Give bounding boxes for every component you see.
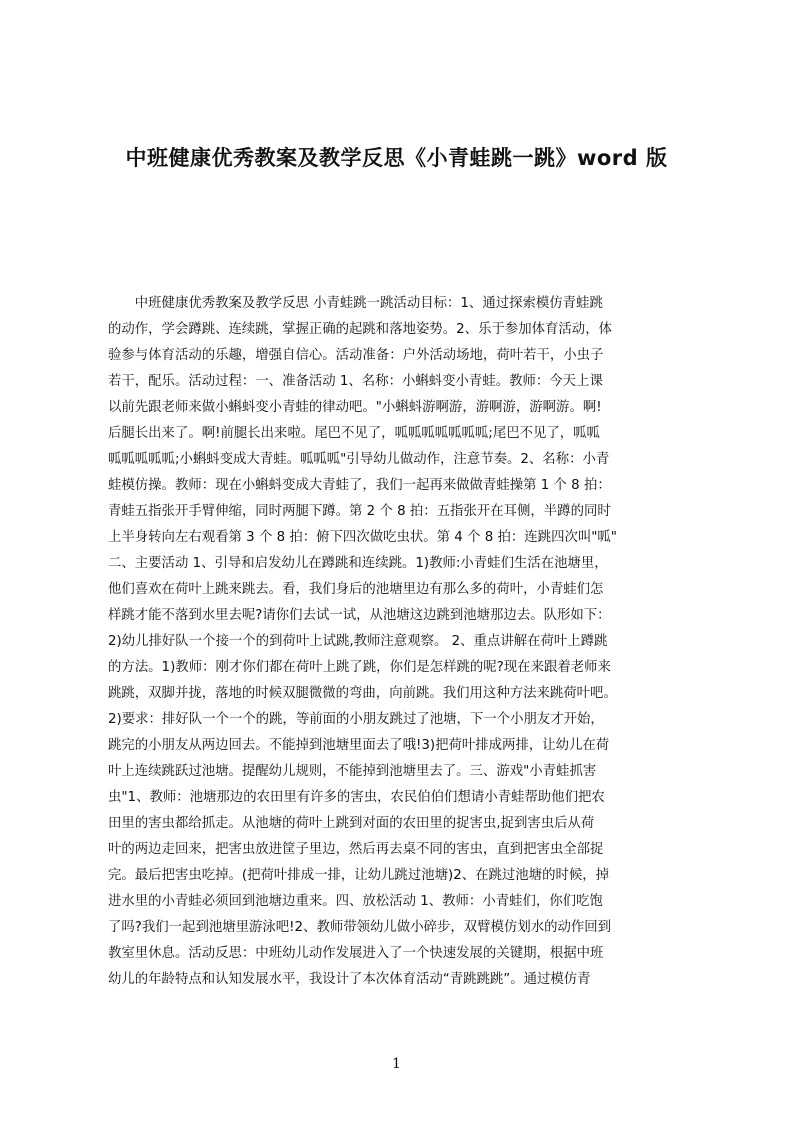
text-line: 后腿长出来了。啊!前腿长出来啦。尾巴不见了，呱呱呱呱呱呱呱;尾巴不见了，呱呱 — [108, 426, 600, 441]
text-line: 完。最后把害虫吃掉。(把荷叶排成一排，让幼儿跳过池塘)2、在跳过池塘的时候，掉 — [108, 868, 610, 883]
text-line: 2)要求：排好队一个一个的跳，等前面的小朋友跳过了池塘，下一个小朋友才开始， — [108, 712, 604, 727]
text-line: 青蛙五指张开手臂伸缩，同时两腿下蹲。第 2 个 8 拍：五指张开在耳侧，半蹲的同时 — [108, 504, 611, 519]
text-line: 叶的两边走回来，把害虫放进筐子里边，然后再去桌不同的害虫，直到把害虫全部捉 — [108, 842, 604, 857]
text-line: 跳跳，双脚并拢，落地的时候双腿微微的弯曲，向前跳。我们用这种方法来跳荷叶吧。 — [108, 686, 617, 701]
text-line: 教室里休息。活动反思：中班幼儿动作发展进入了一个快速发展的关键期，根据中班 — [108, 946, 604, 961]
text-line: 的方法。1)教师：刚才你们都在荷叶上跳了跳，你们是怎样跳的呢?现在来跟着老师来 — [108, 660, 611, 675]
document-title: 中班健康优秀教案及教学反思《小青蛙跳一跳》word 版 — [125, 146, 668, 170]
text-line: 中班健康优秀教案及教学反思 小青蛙跳一跳活动目标：1、通过探索模仿青蛙跳 — [108, 296, 603, 311]
text-line: 2)幼儿排好队一个接一个的到荷叶上试跳,教师注意观察。 2、重点讲解在荷叶上蹲跳 — [108, 634, 608, 649]
text-line: 上半身转向左右观看第 3 个 8 拍：俯下四次做吃虫状。第 4 个 8 拍：连跳四次叫"呱" — [108, 530, 617, 545]
text-line: 虫"1、教师：池塘那边的农田里有许多的害虫，农民伯伯们想请小青蛙帮助他们把农 — [108, 790, 605, 805]
text-line: 验参与体育活动的乐趣，增强自信心。活动准备：户外活动场地，荷叶若干，小虫子 — [108, 348, 604, 363]
text-line: 了吗?我们一起到池塘里游泳吧!2、教师带领幼儿做小碎步，双臂模仿划水的动作回到 — [108, 920, 612, 935]
text-line: 样跳才能不落到水里去呢?请你们去试一试，从池塘这边跳到池塘那边去。队形如下： — [108, 608, 611, 623]
text-line: 叶上连续跳跃过池塘。提醒幼儿规则，不能掉到池塘里去了。三、游戏"小青蛙抓害 — [108, 764, 597, 779]
text-line: 蛙模仿操。教师：现在小蝌蚪变成大青蛙了，我们一起再来做做青蛙操第 1 个 8 拍： — [108, 478, 611, 493]
page-number: 1 — [392, 1056, 401, 1072]
body-text — [108, 291, 694, 1015]
text-line: 呱呱呱呱呱;小蝌蚪变成大青蛙。呱呱呱"引导幼儿做动作，注意节奏。2、名称：小青 — [108, 452, 610, 467]
text-line: 若干，配乐。活动过程：一、准备活动 1、名称：小蝌蚪变小青蛙。教师：今天上课 — [108, 374, 603, 389]
text-line: 的动作，学会蹲跳、连续跳，掌握正确的起跳和落地姿势。2、乐于参加体育活动，体 — [108, 322, 612, 337]
text-line: 二、主要活动 1、引导和启发幼儿在蹲跳和连续跳。1)教师:小青蛙们生活在池塘里， — [108, 556, 608, 571]
text-line: 田里的害虫都给抓走。从池塘的荷叶上跳到对面的农田里的捉害虫,捉到害虫后从荷 — [108, 816, 595, 831]
text-line: 以前先跟老师来做小蝌蚪变小青蛙的律动吧。"小蝌蚪游啊游，游啊游，游啊游。啊! — [108, 400, 602, 415]
text-line: 跳完的小朋友从两边回去。不能掉到池塘里面去了哦!3)把荷叶排成两排，让幼儿在荷 — [108, 738, 610, 753]
text-line: 进水里的小青蛙必须回到池塘边重来。四、放松活动 1、教师：小青蛙们，你们吃饱 — [108, 894, 603, 909]
text-line: 幼儿的年龄特点和认知发展水平，我设计了本次体育活动“青跳跳跳”。通过模仿青 — [108, 972, 591, 987]
text-line: 他们喜欢在荷叶上跳来跳去。看，我们身后的池塘里边有那么多的荷叶，小青蛙们怎 — [108, 582, 604, 597]
